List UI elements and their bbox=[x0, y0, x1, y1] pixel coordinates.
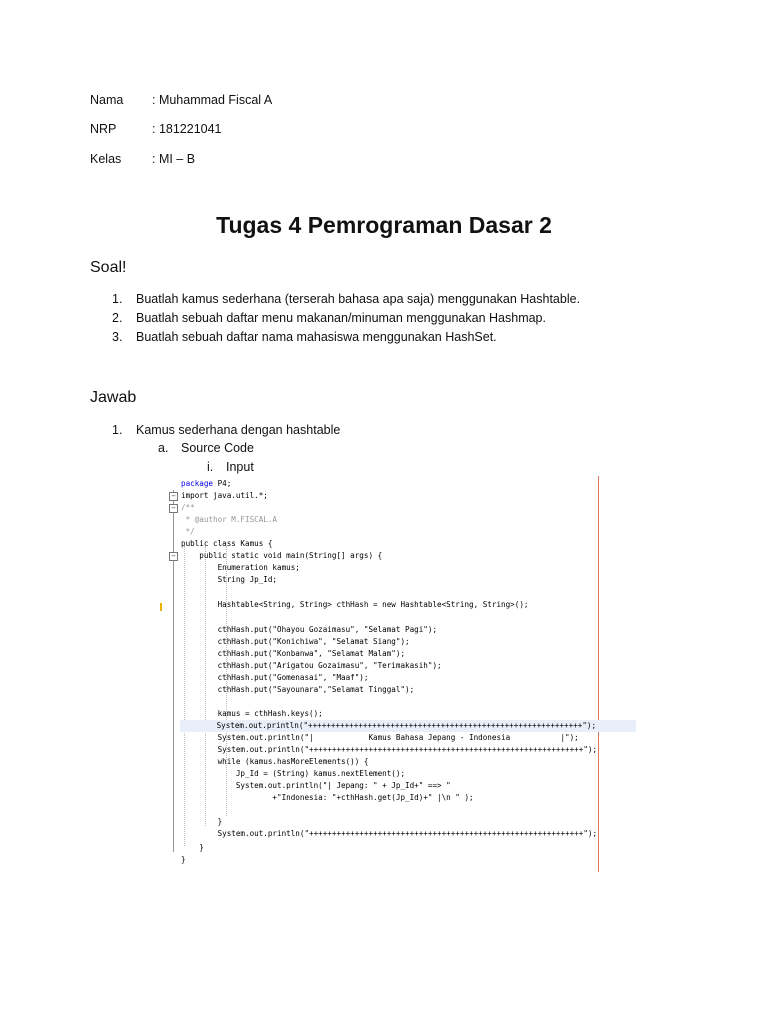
list-text: Kamus sederhana dengan hashtable bbox=[136, 423, 341, 437]
code-line: } bbox=[181, 817, 223, 826]
code-line: Jp_Id = (String) kamus.nextElement(); bbox=[181, 769, 406, 778]
list-text: Buatlah sebuah daftar menu makanan/minuman menggunakan Hashmap. bbox=[136, 311, 546, 325]
code-line: Hashtable<String, String> cthHash = new Hashtable<String, String>(); bbox=[181, 600, 529, 609]
info-value: : MI – B bbox=[152, 152, 196, 166]
code-line: +"Indonesia: "+cthHash.get(Jp_Id)+" |\n " ); bbox=[181, 793, 474, 802]
code-line: * @author M.FISCAL.A bbox=[181, 515, 278, 524]
code-line: */ bbox=[181, 527, 195, 536]
right-margin-line bbox=[598, 476, 599, 872]
code-line: cthHash.put("Arigatou Gozaimasu", "Terimakasih"); bbox=[181, 661, 442, 670]
sub-item-input bbox=[207, 460, 254, 474]
info-label: Kelas bbox=[90, 152, 122, 166]
info-value: : Muhammad Fiscal A bbox=[152, 93, 273, 107]
list-number: 1. bbox=[112, 292, 123, 306]
info-label: Nama bbox=[90, 93, 124, 107]
code-line: } bbox=[181, 843, 204, 852]
soal-item bbox=[112, 292, 580, 306]
code-line: } bbox=[181, 855, 186, 864]
code-line: Enumeration kamus; bbox=[181, 563, 300, 572]
code-line: cthHash.put("Konbanwa", "Selamat Malam"); bbox=[181, 649, 406, 658]
code-line: kamus = cthHash.keys(); bbox=[181, 709, 323, 718]
warning-marker-icon bbox=[160, 603, 162, 611]
jawab-item bbox=[112, 423, 340, 437]
list-number: 2. bbox=[112, 311, 123, 325]
list-text: Buatlah sebuah daftar nama mahasiswa menggunakan HashSet. bbox=[136, 330, 497, 344]
code-line: System.out.println("| Kamus Bahasa Jepang - Indonesia |"); bbox=[181, 733, 579, 742]
soal-item bbox=[112, 311, 546, 325]
list-number: i. bbox=[207, 460, 214, 474]
fold-toggle-icon[interactable]: − bbox=[169, 504, 178, 513]
code-text: P4; bbox=[217, 479, 232, 488]
list-text: Source Code bbox=[181, 441, 254, 455]
sub-item-source-code bbox=[158, 441, 254, 455]
info-value: : 181221041 bbox=[152, 122, 222, 136]
code-line: public class Kamus { bbox=[181, 539, 273, 548]
code-line: String Jp_Id; bbox=[181, 575, 278, 584]
code-line: cthHash.put("Sayounara","Selamat Tinggal"); bbox=[181, 685, 415, 694]
soal-item bbox=[112, 330, 497, 344]
code-line: System.out.println("| Jepang: " + Jp_Id+" ==> " bbox=[181, 781, 451, 790]
soal-heading: Soal! bbox=[90, 259, 127, 276]
code-line: cthHash.put("Gomenasai", "Maaf"); bbox=[181, 673, 369, 682]
info-label: NRP bbox=[90, 122, 117, 136]
list-number: 1. bbox=[112, 423, 123, 437]
list-number: a. bbox=[158, 441, 169, 455]
code-line: System.out.println("++++++++++++++++++++++++++++++++++++++++++++++++++++++++++++"); bbox=[181, 745, 598, 754]
fold-toggle-icon[interactable]: − bbox=[169, 552, 178, 561]
code-screenshot bbox=[160, 476, 636, 872]
code-line: System.out.println("++++++++++++++++++++++++++++++++++++++++++++++++++++++++++++"); bbox=[181, 829, 598, 838]
list-text: Buatlah kamus sederhana (terserah bahasa apa saja) menggunakan Hashtable. bbox=[136, 292, 581, 306]
page-title: Tugas 4 Pemrograman Dasar 2 bbox=[216, 212, 552, 238]
code-line: public static void main(String[] args) { bbox=[181, 551, 383, 560]
code-line: package P4; bbox=[181, 479, 232, 488]
code-line: cthHash.put("Konichiwa", "Selamat Siang"); bbox=[181, 637, 410, 646]
list-number: 3. bbox=[112, 330, 123, 344]
list-text: Input bbox=[226, 460, 254, 474]
code-line: import java.util.*; bbox=[181, 491, 268, 500]
gutter-line bbox=[173, 490, 174, 852]
code-line: while (kamus.hasMoreElements()) { bbox=[181, 757, 369, 766]
code-line-highlighted: System.out.println("++++++++++++++++++++++++++++++++++++++++++++++++++++++++++++"); bbox=[180, 720, 636, 732]
code-line: /** bbox=[181, 503, 195, 512]
fold-toggle-icon[interactable]: − bbox=[169, 492, 178, 501]
code-line: cthHash.put("Ohayou Gozaimasu", "Selamat Pagi"); bbox=[181, 625, 438, 634]
jawab-heading: Jawab bbox=[90, 389, 137, 406]
